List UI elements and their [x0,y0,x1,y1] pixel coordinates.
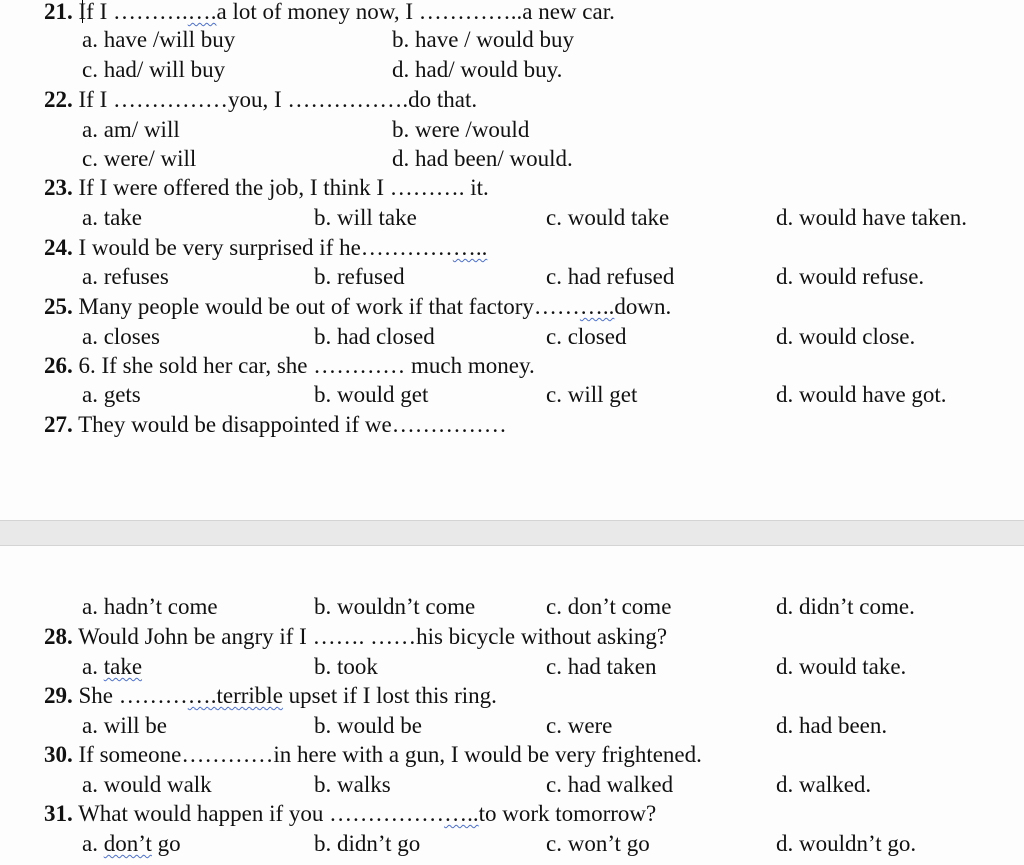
option-a[interactable]: a. hadn’t come [82,594,218,619]
option-c[interactable]: c. were/ will [82,146,197,171]
options-row [0,592,1024,622]
question-23 [0,173,1024,203]
question-number: 31. [44,801,73,826]
option-d[interactable]: d. had been/ would. [392,146,573,171]
option-c[interactable]: c. don’t come [546,594,672,619]
option-a[interactable]: a. refuses [82,264,169,289]
option-b[interactable]: b. were /would [392,117,530,142]
option-c[interactable]: c. had walked [546,772,674,797]
option-a[interactable]: a. would walk [82,772,212,797]
option-b[interactable]: b. walks [314,772,391,797]
question-27 [0,410,1024,440]
option-b[interactable]: b. had closed [314,324,435,349]
question-text: Would John be angry if I ……. ……his bicycle without asking? [78,624,668,649]
option-b[interactable]: b. wouldn’t come [314,594,476,619]
option-letter: a. [82,831,104,856]
question-21 [0,0,1024,27]
worksheet-page-bottom [0,546,1024,865]
option-b[interactable]: b. refused [314,264,405,289]
question-number: 24. [44,235,73,260]
option-b[interactable]: b. will take [314,205,417,230]
question-number: 25. [44,294,73,319]
options-row [0,203,1024,233]
option-a[interactable]: a. closes [82,324,160,349]
spellcheck-underline: ….. [444,801,479,826]
option-b[interactable]: b. didn’t go [314,831,421,856]
question-25 [0,292,1024,322]
question-text: She ……… [78,683,188,708]
options-row [0,652,1024,682]
spellcheck-underline: ….. [452,235,488,260]
option-c[interactable]: c. were [546,713,613,738]
option-a[interactable] [82,829,181,859]
question-text: a lot of money now, I …………..a new car. [216,0,615,24]
option-d[interactable]: d. would have taken. [776,205,967,230]
option-a[interactable]: a. will be [82,713,167,738]
option-a[interactable]: a. am/ will [82,117,180,142]
option-d[interactable]: d. had been. [776,713,888,738]
option-c[interactable]: c. won’t go [546,831,650,856]
option-d[interactable]: d. would close. [776,324,916,349]
option-d[interactable]: d. would refuse. [776,264,925,289]
option-d[interactable]: d. would have got. [776,382,947,407]
question-28 [0,622,1024,652]
option-b[interactable]: b. took [314,654,378,679]
spellcheck-underline: don’t [103,831,152,856]
question-29 [0,681,1024,711]
option-c[interactable]: c. will get [546,382,638,407]
question-31 [0,799,1024,829]
options-row [0,262,1024,292]
question-text: 6. If she sold her car, she ………… much money. [78,353,535,378]
option-a[interactable] [82,652,142,682]
option-b[interactable]: b. would be [314,713,422,738]
option-c[interactable]: c. had refused [546,264,675,289]
option-d[interactable]: d. wouldn’t go. [776,831,917,856]
option-letter: go [151,831,181,856]
options-row [0,829,1024,859]
option-b[interactable]: b. have / would buy [392,27,575,52]
question-text: If I were offered the job, I think I ………. it. [78,175,489,200]
option-b[interactable]: b. would get [314,382,429,407]
option-c[interactable]: c. closed [546,324,627,349]
question-text: down. [614,294,672,319]
spellcheck-underline: take [103,654,143,679]
option-letter: a. [82,654,104,679]
question-text: I would be very surprised if he………… [78,235,453,260]
question-number: 29. [44,683,73,708]
question-number: 30. [44,742,73,767]
options-row [0,770,1024,800]
options-row [0,115,1024,145]
question-number: 23. [44,175,73,200]
question-text: What would happen if you …………… [78,801,445,826]
options-row [0,380,1024,410]
question-number: 26. [44,353,73,378]
option-c[interactable]: c. had/ will buy [82,57,226,82]
question-24 [0,233,1024,263]
question-text: If I ……………you, I …………….do that. [78,87,478,112]
question-text: If I ………. [78,0,188,24]
spellcheck-underline: ….terrible [187,683,283,708]
question-26 [0,351,1024,381]
spellcheck-underline: ….. [579,294,615,319]
option-d[interactable]: d. didn’t come. [776,594,915,619]
options-row [0,25,1024,55]
options-row [0,55,1024,85]
options-row [0,144,1024,174]
question-text: If someone…………in here with a gun, I would be very frightened. [78,742,702,767]
options-row [0,322,1024,352]
question-number: 21. [44,0,73,24]
options-row [0,711,1024,741]
option-a[interactable]: a. gets [82,382,141,407]
option-a[interactable]: a. take [82,205,143,230]
question-text: They would be disappointed if we…………… [78,412,507,437]
question-number: 22. [44,87,73,112]
option-c[interactable]: c. had taken [546,654,657,679]
option-d[interactable]: d. had/ would buy. [392,57,563,82]
question-22 [0,85,1024,115]
question-text: to work tomorrow? [478,801,657,826]
question-30 [0,740,1024,770]
option-c[interactable]: c. would take [546,205,670,230]
option-a[interactable]: a. have /will buy [82,27,236,52]
option-d[interactable]: d. would take. [776,654,907,679]
question-text: Many people would be out of work if that factory…… [78,294,580,319]
question-number: 27. [44,412,73,437]
option-d[interactable]: d. walked. [776,772,872,797]
page-break-divider [0,520,1024,546]
spellcheck-underline: …. [187,0,217,24]
question-text: upset if I lost this ring. [282,683,497,708]
question-number: 28. [44,624,73,649]
